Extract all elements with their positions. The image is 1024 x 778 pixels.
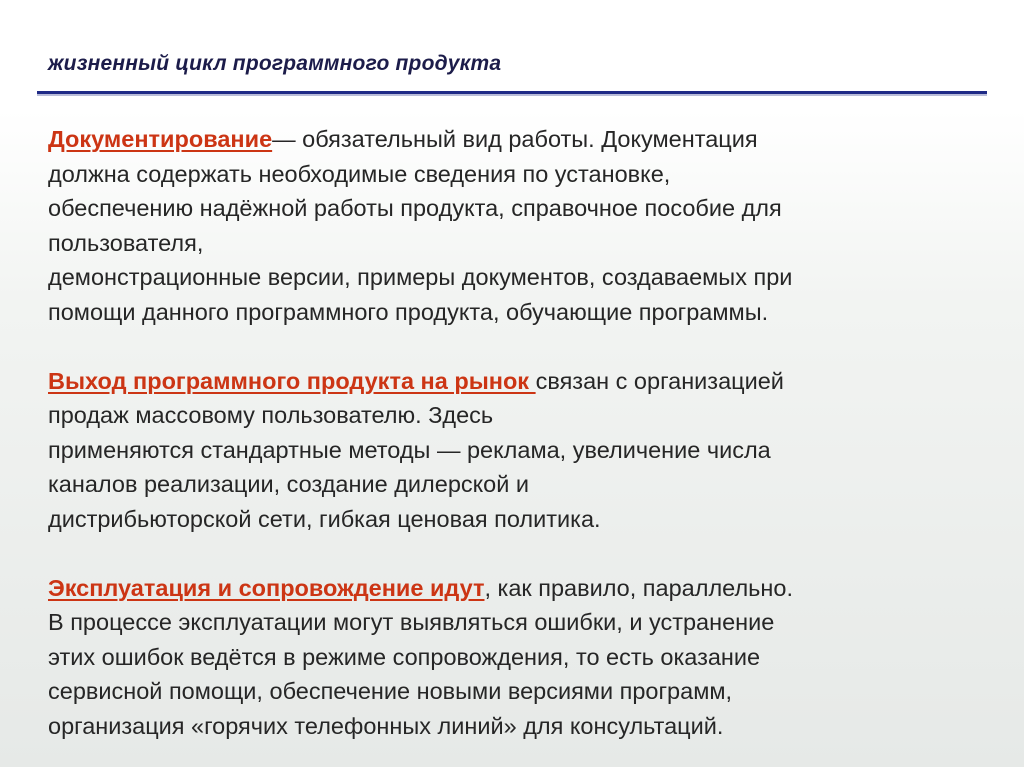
paragraph-line: дистрибьюторской сети, гибкая ценовая политика. <box>48 505 601 532</box>
paragraph-line: В процессе эксплуатации могут выявляться ошибки, и устранение <box>48 609 775 635</box>
paragraph-line: демонстрационные версии, примеры документов, создаваемых при <box>48 264 793 290</box>
paragraph-first-line <box>48 571 988 606</box>
paragraph-text: связан с организацией <box>535 367 784 394</box>
term-market-release: Выход программного продукта на рынок <box>48 367 536 394</box>
paragraph-line: пользователя, <box>48 229 204 256</box>
paragraph-first-line <box>48 364 988 399</box>
paragraph-line: применяются стандартные методы — реклама, увеличение числа <box>48 436 771 463</box>
paragraph-text: , как правило, параллельно. <box>484 574 793 601</box>
paragraph-first-line <box>48 122 988 157</box>
term-documentation: Документирование <box>48 126 273 152</box>
paragraph-line: продаж массовому пользователю. Здесь <box>48 402 494 428</box>
slide-title: жизненный цикл программного продукта <box>48 52 502 75</box>
paragraph-market-release <box>48 364 988 537</box>
paragraph-line: должна содержать необходимые сведения по установке, <box>48 160 671 187</box>
term-operation-support: Эксплуатация и сопровождение идут <box>48 574 485 601</box>
slide-body <box>48 122 988 778</box>
paragraph-line: помощи данного программного продукта, обучающие программы. <box>48 298 769 325</box>
paragraph-line: этих ошибок ведётся в режиме сопровождения, то есть оказание <box>48 643 761 670</box>
paragraph-line: организация «горячих телефонных линий» для консультаций. <box>48 712 724 739</box>
paragraph-line: сервисной помощи, обеспечение новыми версиями программ, <box>48 678 733 704</box>
paragraph-operation-support <box>48 571 988 744</box>
title-divider-shadow <box>37 94 987 96</box>
paragraph-line: каналов реализации, создание дилерской и <box>48 471 530 497</box>
paragraph-text: — обязательный вид работы. Документация <box>272 126 758 152</box>
paragraph-documentation <box>48 122 988 329</box>
paragraph-line: обеспечению надёжной работы продукта, справочное пособие для <box>48 195 782 221</box>
